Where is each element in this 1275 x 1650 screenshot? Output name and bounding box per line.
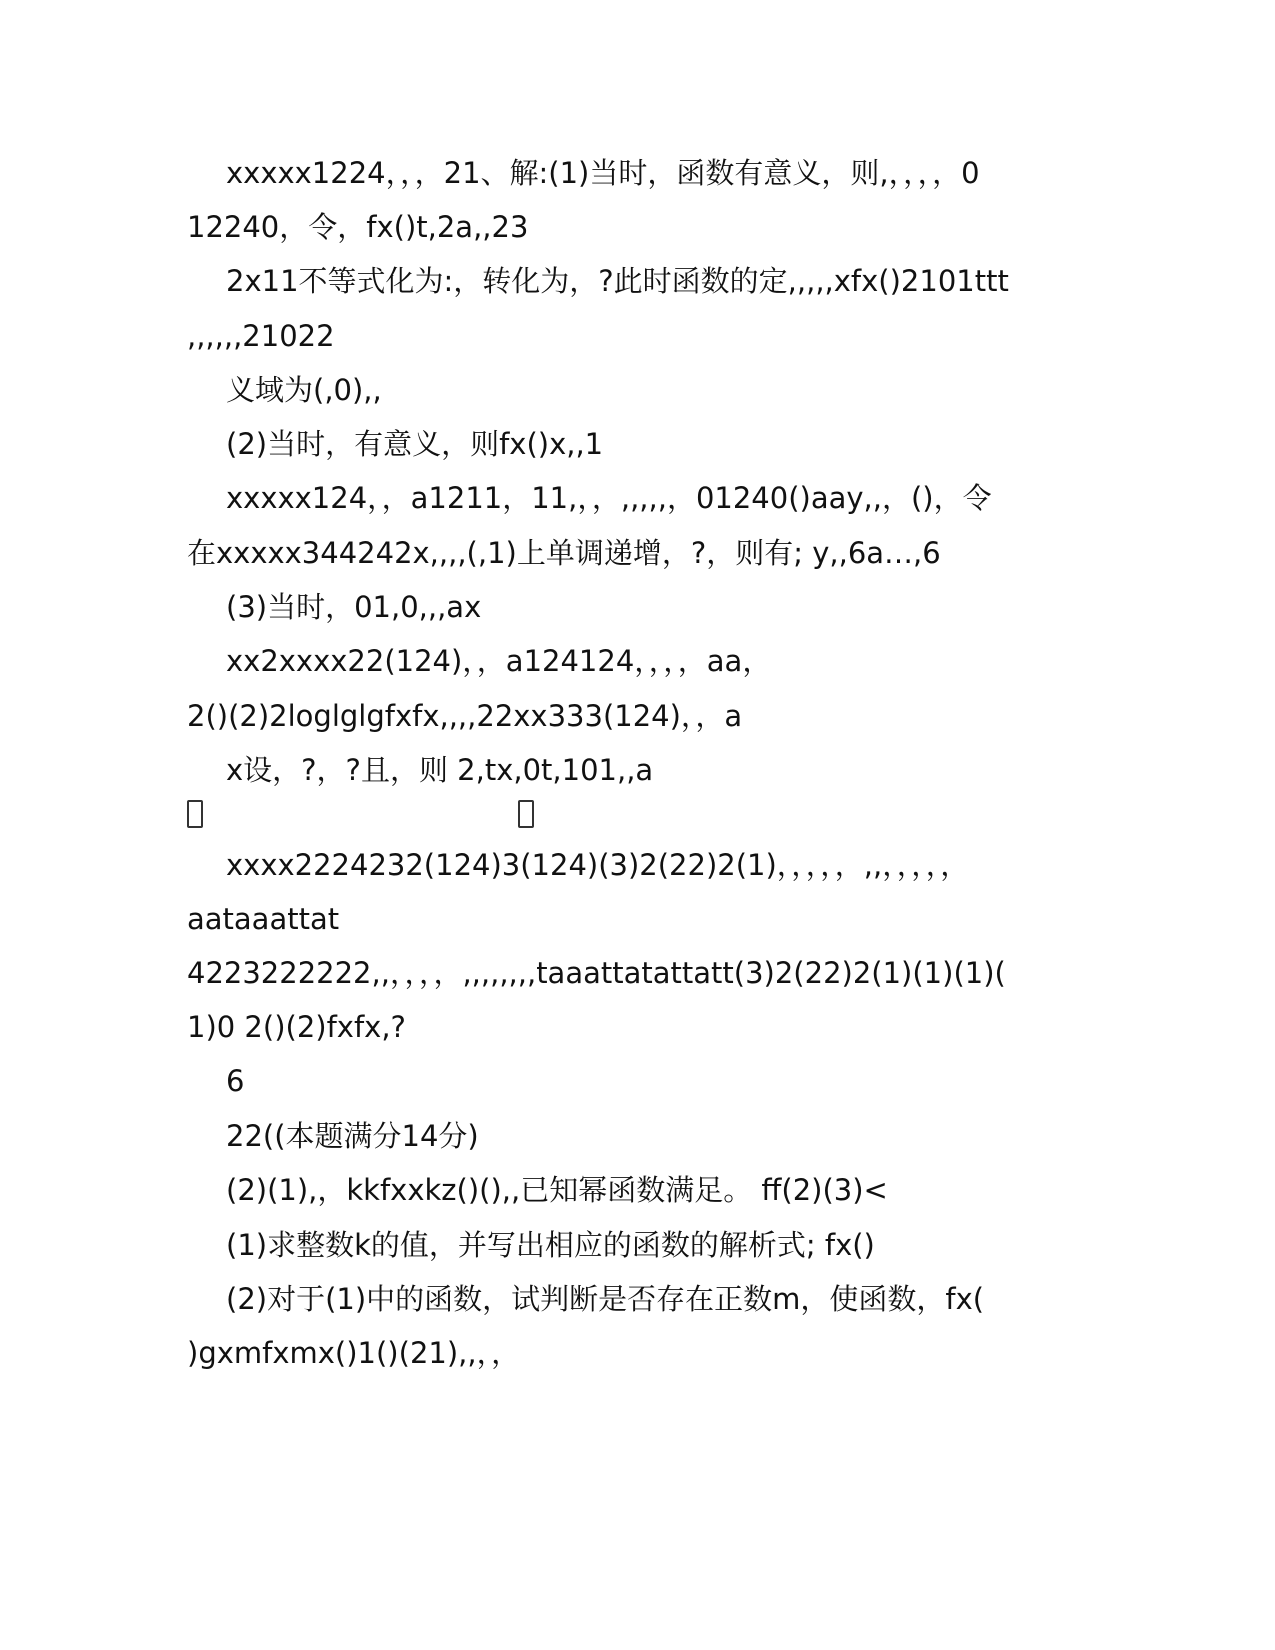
text-line-4: ,,,,,,21022 — [187, 319, 335, 353]
text-line-1: xxxxx1224，，，21、解:(1)当时，函数有意义，则,，，，，0 — [226, 156, 980, 190]
text-line-15: 4223222222,,，，，，,,,,,,,,taaattatattatt(3)2(22)2(1)(1)(1)( — [187, 956, 1006, 990]
text-line-20: (1)求整数k的值，并写出相应的函数的解析式; fx() — [226, 1228, 875, 1262]
text-line-3: 2x11不等式化为:，转化为，?此时函数的定,,,,,xfx()2101ttt — [226, 264, 1009, 298]
missing-glyph-icon — [187, 800, 203, 828]
text-line-7: xxxxx124，，a1211，11,，，,,,,,，01240()aay,,，()，令 — [226, 481, 992, 515]
text-line-8: 在xxxxx344242x,,,,(,1)上单调递增，?，则有; y,,6a…,6 — [187, 536, 941, 570]
text-line-19: (2)(1),，kkfxxkz()(),,已知幂函数满足。 ff(2)(3)< — [226, 1173, 888, 1207]
text-line-13: xxxx2224232(124)3(124)(3)2(22)2(1)，，，，，,,，，，，， — [226, 848, 970, 882]
text-line-17: 6 — [226, 1064, 245, 1098]
missing-glyph-icon — [518, 800, 534, 828]
text-line-2: 12240，令，fx()t,2a,,23 — [187, 210, 529, 244]
text-line-9: (3)当时，01,0,,,ax — [226, 590, 482, 624]
text-line-12: x设，?，?且，则 2,tx,0t,101,,a — [226, 753, 654, 787]
text-line-22: )gxmfxmx()1()(21),,，， — [187, 1336, 521, 1370]
text-line-14: aataaattat — [187, 902, 340, 936]
text-line-5: 义域为(,0),, — [226, 373, 382, 407]
text-line-10: xx2xxxx22(124)，，a124124，，，，aa， — [226, 644, 772, 678]
text-line-16: 1)0 2()(2)fxfx,? — [187, 1010, 406, 1044]
text-line-21: (2)对于(1)中的函数，试判断是否存在正数m，使函数，fx( — [226, 1282, 985, 1316]
text-line-6: (2)当时，有意义，则fx()x,,1 — [226, 427, 604, 461]
text-line-11: 2()(2)2loglglgfxfx,,,,22xx333(124)，，a — [187, 699, 743, 733]
text-line-18: 22((本题满分14分) — [226, 1119, 479, 1153]
